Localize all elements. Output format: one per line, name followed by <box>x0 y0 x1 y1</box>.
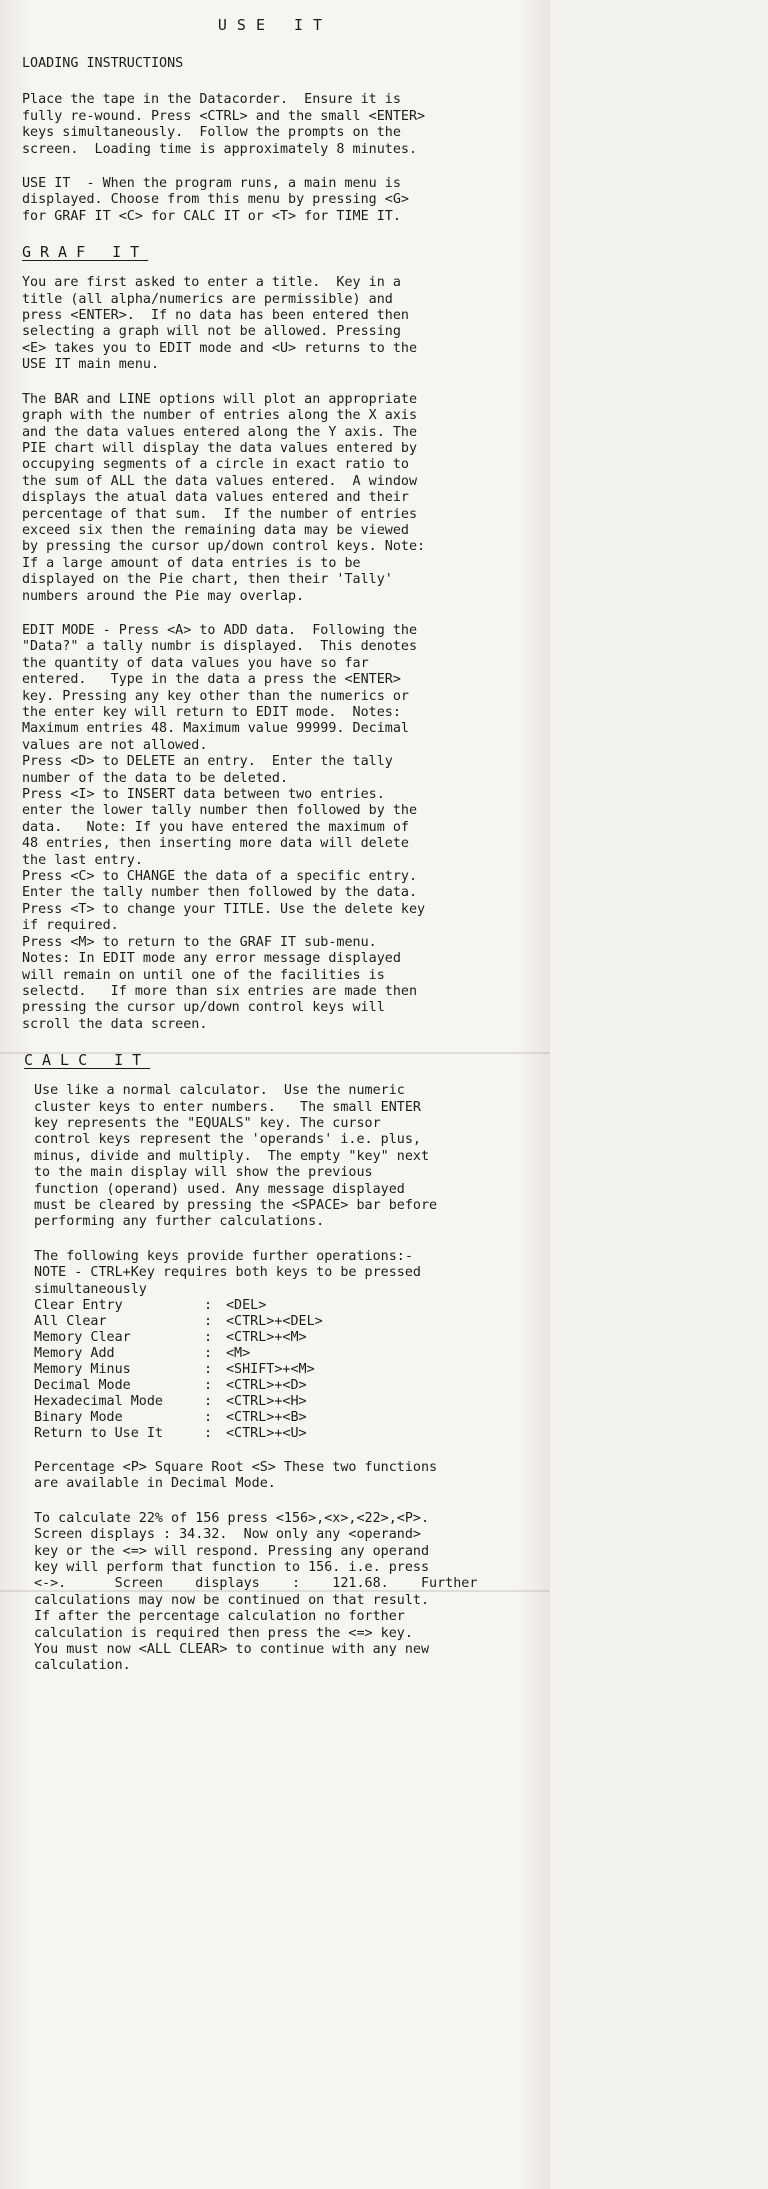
key-table-separator: : <box>204 1330 213 1345</box>
key-table-function: Return to Use It <box>34 1426 163 1441</box>
key-table-function: Hexadecimal Mode <box>34 1394 163 1409</box>
key-table-function: Memory Clear <box>34 1330 131 1345</box>
loading-section <box>22 56 528 225</box>
key-table-keys: <CTRL>+<DEL> <box>226 1314 323 1329</box>
key-table-separator: : <box>204 1314 213 1329</box>
key-table-keys: <CTRL>+<D> <box>226 1378 307 1393</box>
calc-intro-paragraph: Use like a normal calculator. Use the numeric cluster keys to enter numbers. The small ENTER key represents the "EQUALS" key. The cursor control keys represent the 'operands' i.e. plus, minus, divide and multiply. The empty "key" next to the main display will show the previous function (operand) used. Any message displayed must be cleared by pressing the <SPACE> bar before performing any further calculations. <box>34 1083 438 1230</box>
loading-heading: LOADING INSTRUCTIONS <box>22 56 184 71</box>
key-table-separator: : <box>204 1362 213 1377</box>
key-table-keys: <SHIFT>+<M> <box>226 1362 315 1377</box>
graf-options-paragraph: The BAR and LINE options will plot an appropriate graph with the number of entries along the X axis and the data values entered along the Y axis. The PIE chart will display the data values entered by occupying segments of a circle in exact ratio to the sum of ALL the data values entered. A window displays the atual data values entered and their percentage of that sum. If the number of entries exceed six then the remaining data may be viewed by pressing the cursor up/down control keys. Note: If a large amount of data entries is to be displayed on the Pie chart, then their 'Tally' numbers around the Pie may overlap. <box>22 391 426 604</box>
key-table-keys: <CTRL>+<H> <box>226 1394 307 1409</box>
graf-it-heading: GRAF IT <box>22 243 149 262</box>
calc-it-heading: CALC IT <box>24 1051 151 1070</box>
key-table-function: Memory Add <box>34 1346 115 1361</box>
key-table-function: All Clear <box>34 1314 107 1329</box>
calc-keys-intro: The following keys provide further operations:- NOTE - CTRL+Key requires both keys to be pressed simultaneously <box>34 1248 421 1297</box>
key-table-keys: <CTRL>+<B> <box>226 1410 307 1425</box>
key-table-separator: : <box>204 1394 213 1409</box>
graf-intro-paragraph: You are first asked to enter a title. Key in a title (all alpha/numerics are permissible) and press <ENTER>. If no data has been entered then selecting a graph will not be allowed. Pressing <E> takes you to EDIT mode and <U> returns to the USE IT main menu. <box>22 275 418 373</box>
graf-it-section <box>22 243 528 1033</box>
key-table-separator: : <box>204 1426 213 1441</box>
key-table-function: Decimal Mode <box>34 1378 131 1393</box>
key-table-keys: <CTRL>+<M> <box>226 1330 307 1345</box>
loading-paragraph: Place the tape in the Datacorder. Ensure it is fully re-wound. Press <CTRL> and the small <ENTER> keys simultaneously. Follow the prompts on the screen. Loading time is approximately 8 minutes. <box>22 92 426 157</box>
use-it-paragraph: USE IT - When the program runs, a main menu is displayed. Choose from this menu by pressing <G> for GRAF IT <C> for CALC IT or <T> for TIME IT. <box>22 176 409 224</box>
paper-fold-line <box>0 1052 550 1054</box>
paper-fold-line <box>0 1590 550 1592</box>
edit-mode-paragraph: EDIT MODE - Press <A> to ADD data. Following the "Data?" a tally numbr is displayed. This denotes the quantity of data values you have so far entered. Type in the data a press the <ENTER> key. Pressing any key other than the numerics or the enter key will return to EDIT mode. Notes: Maximum entries 48. Maximum value 99999. Decimal values are not allowed. Press <D> to DELETE an entry. Enter the tally number of the data to be deleted. Press <I> to INSERT data between two entries. enter the lower tally number then followed by the data. Note: If you have entered the maximum of 48 entries, then inserting more data will delete the last entry. Press <C> to CHANGE the data of a specific entry. Enter the tally number then followed by the data. Press <T> to change your TITLE. Use the delete key if required. Press <M> to return to the GRAF IT sub-menu. Notes: In EDIT mode any error message displayed will remain on until one of the facilities is selectd. If more than six entries are made then pressing the cursor up/down control keys will scroll the data screen. <box>22 622 426 1032</box>
document-title: USE IT <box>217 16 333 34</box>
key-table-separator: : <box>204 1378 213 1393</box>
key-table-function: Memory Minus <box>34 1362 131 1377</box>
percentage-paragraph: Percentage <P> Square Root <S> These two functions are available in Decimal Mode. <box>34 1460 438 1492</box>
key-table <box>34 1298 528 1442</box>
calc-it-section <box>22 1051 528 1675</box>
key-table-function: Binary Mode <box>34 1410 123 1425</box>
percentage-example-paragraph: To calculate 22% of 156 press <156>,<x>,<22>,<P>. Screen displays : 34.32. Now only any <operand> key or the <=> will respond. Pressing any operand key will perform that function to 156. i.e. press <->. Screen displays : 121.68. Further calculations may now be continued on that result. If after the percentage calculation no forther calculation is required then press the <=> key. You must now <ALL CLEAR> to continue with any new calculation. <box>34 1510 478 1674</box>
key-table-separator: : <box>204 1298 213 1313</box>
key-table-function: Clear Entry <box>34 1298 123 1313</box>
key-table-keys: <DEL> <box>226 1298 267 1313</box>
key-table-separator: : <box>204 1346 213 1361</box>
key-table-separator: : <box>204 1410 213 1425</box>
key-table-keys: <M> <box>226 1346 251 1361</box>
key-table-keys: <CTRL>+<U> <box>226 1426 307 1441</box>
